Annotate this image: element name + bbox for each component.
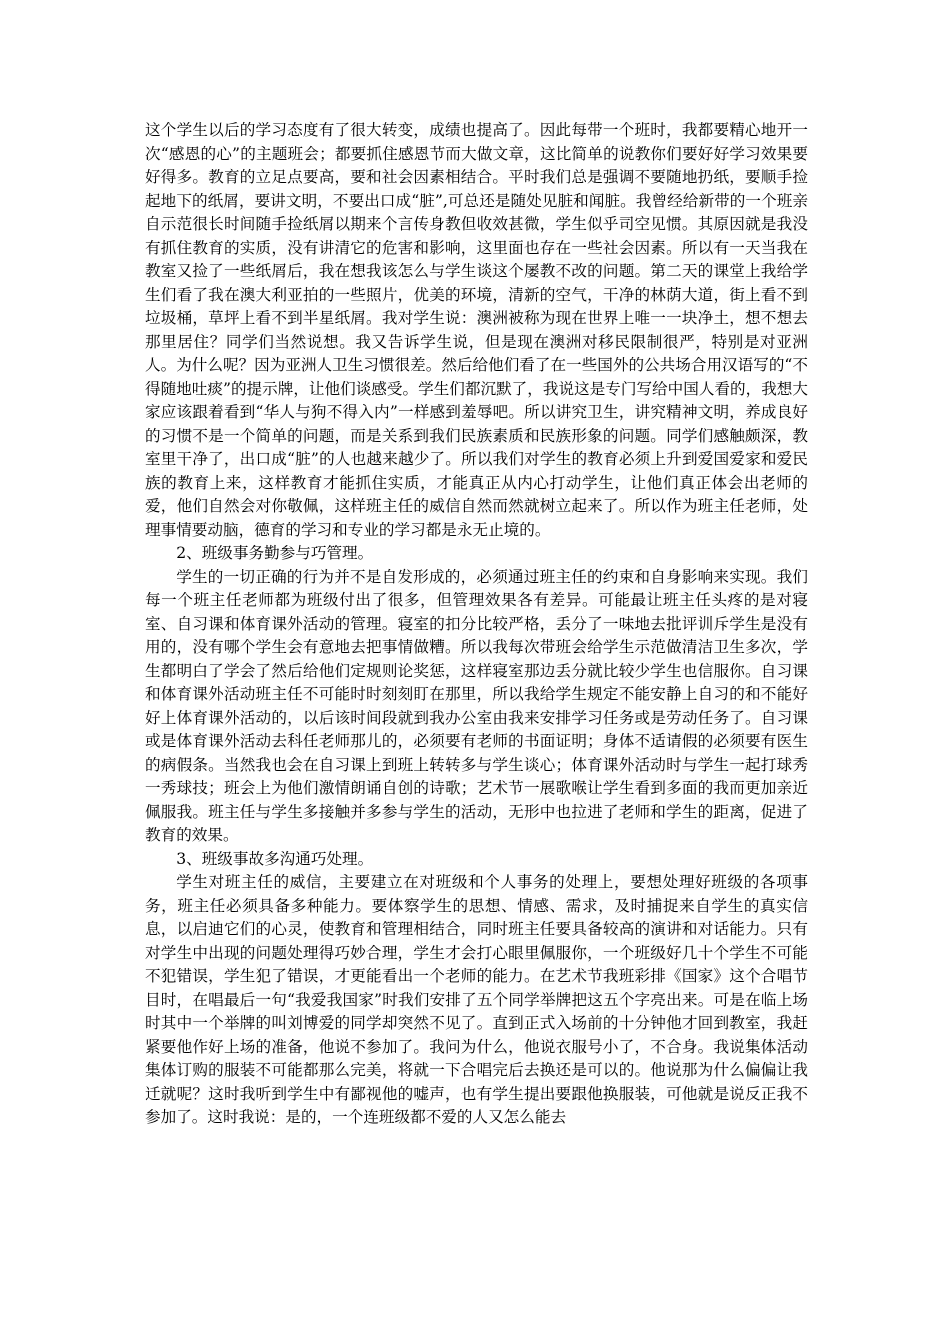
section-heading-2: 2、班级事务勤参与巧管理。 [176,544,374,562]
document-body [145,119,808,1130]
section-heading-3: 3、班级事故多沟通巧处理。 [176,849,374,868]
paragraph-incident-handling: 学生对班主任的威信，主要建立在对班级和个人事务的处理上，要想处理好班级的各项事务，班主任必须具备多种能力。要体察学生的思想、情感、需求，及时捕捉来自学生的真实信息，以启迪它们的心灵，使教育和管理相结合，同时班主任要具备较高的演讲和对话能力。只有对学生中出现的问题处理得巧妙合理，学生才会打心眼里佩服你，一个班级好几十个学生不可能不犯错误，学生犯了错误，才更能看出一个老师的能力。在艺术节我班彩排《国家》这个合唱节目时，在唱最后一句“我爱我国家”时我们安排了五个同学举牌把这五个字亮出来。可是在临上场时其中一个举牌的叫刘博爱的同学却突然不见了。直到正式入场前的十分钟他才回到教室，我赶紧要他作好上场的准备，他说不参加了。我问为什么，他说衣服号小了，不合身。我说集体活动集体订购的服装不可能都那么完美，将就一下合唱完后去换还是可以的。他说那为什么偏偏让我迁就呢？这时我听到学生中有鄙视他的嘘声，也有学生提出要跟他换服装，可他就是说反正我不参加了。这时我说：是的，一个连班级都不爱的人又怎么能去 [145,873,808,1126]
paragraph-continuation: 这个学生以后的学习态度有了很大转变，成绩也提高了。因此每带一个班时，我都要精心地开一次“感恩的心”的主题班会；都要抓住感恩节而大做文章，这比简单的说教你们要好好学习效果要好得多。教育的立足点要高，要和社会因素相结合。平时我们总是强调不要随地扔纸，要顺手捡起地下的纸屑，要讲文明，不要出口成“脏”,可总还是随处见脏和闻脏。我曾经给新带的一个班亲自示范很长时间随手捡纸屑以期来个言传身教但收效甚微，学生似乎司空见惯。其原因就是我没有抓住教育的实质，没有讲清它的危害和影响，这里面也存在一些社会因素。所以有一天当我在教室又捡了一些纸屑后，我在想我该怎么与学生谈这个屡教不改的问题。第二天的课堂上我给学生们看了我在澳大利亚拍的一些照片，优美的环境，清新的空气，干净的林荫大道，街上看不到垃圾桶，草坪上看不到半星纸屑。我对学生说：澳洲被称为现在世界上唯一一块净土，想不想去那里居住？同学们当然说想。我又告诉学生说，但是现在澳洲对移民限制很严，特别是对亚洲人。为什么呢？因为亚洲人卫生习惯很差。然后给他们看了在一些国外的公共场合用汉语写的“不得随地吐痰”的提示牌，让他们谈感受。学生们都沉默了，我说这是专门写给中国人看的，我想大家应该跟着看到“华人与狗不得入内”一样感到羞辱吧。所以讲究卫生，讲究精神文明，养成良好的习惯不是一个简单的问题，而是关系到我们民族素质和民族形象的问题。同学们感触颇深，教室里干净了，出口成“脏”的人也越来越少了。所以我们对学生的教育必须上升到爱国爱家和爱民族的教育上来，这样教育才能抓住实质，才能真正从内心打动学生，让他们真正体会出老师的爱，他们自然会对你敬佩，这样班主任的威信自然而然就树立起来了。所以作为班主任老师，处理事情要动脑，德育的学习和专业的学习都是永无止境的。 [145,121,808,539]
paragraph-class-management: 学生的一切正确的行为并不是自发形成的，必须通过班主任的约束和自身影响来实现。我们每一个班主任老师都为班级付出了很多，但管理效果各有差异。可能最让班主任头疼的是对寝室、自习课和体育课外活动的管理。寝室的扣分比较严格，丢分了一味地去批评训斥学生是没有用的，没有哪个学生会有意地去把事情做糟。所以我每次带班会给学生示范做清洁卫生多次，学生都明白了学会了然后给他们定规则论奖惩，这样寝室那边丢分就比较少学生也信服你。自习课和体育课外活动班主任不可能时时刻刻盯在那里，所以我给学生规定不能安静上自习的和不能好好上体育课外活动的，以后该时间段就到我办公室由我来安排学习任务或是劳动任务了。自习课或是体育课外活动去科任老师那儿的，必须要有老师的书面证明；身体不适请假的必须要有医生的病假条。当然我也会在自习课上到班上转转多与学生谈心；体育课外活动时与学生一起打球秀一秀球技；班会上为他们激情朗诵自创的诗歌；艺术节一展歌喉让学生看到多面的我而更加亲近佩服我。班主任与学生多接触并多参与学生的活动，无形中也拉进了老师和学生的距离，促进了教育的效果。 [145,567,808,844]
